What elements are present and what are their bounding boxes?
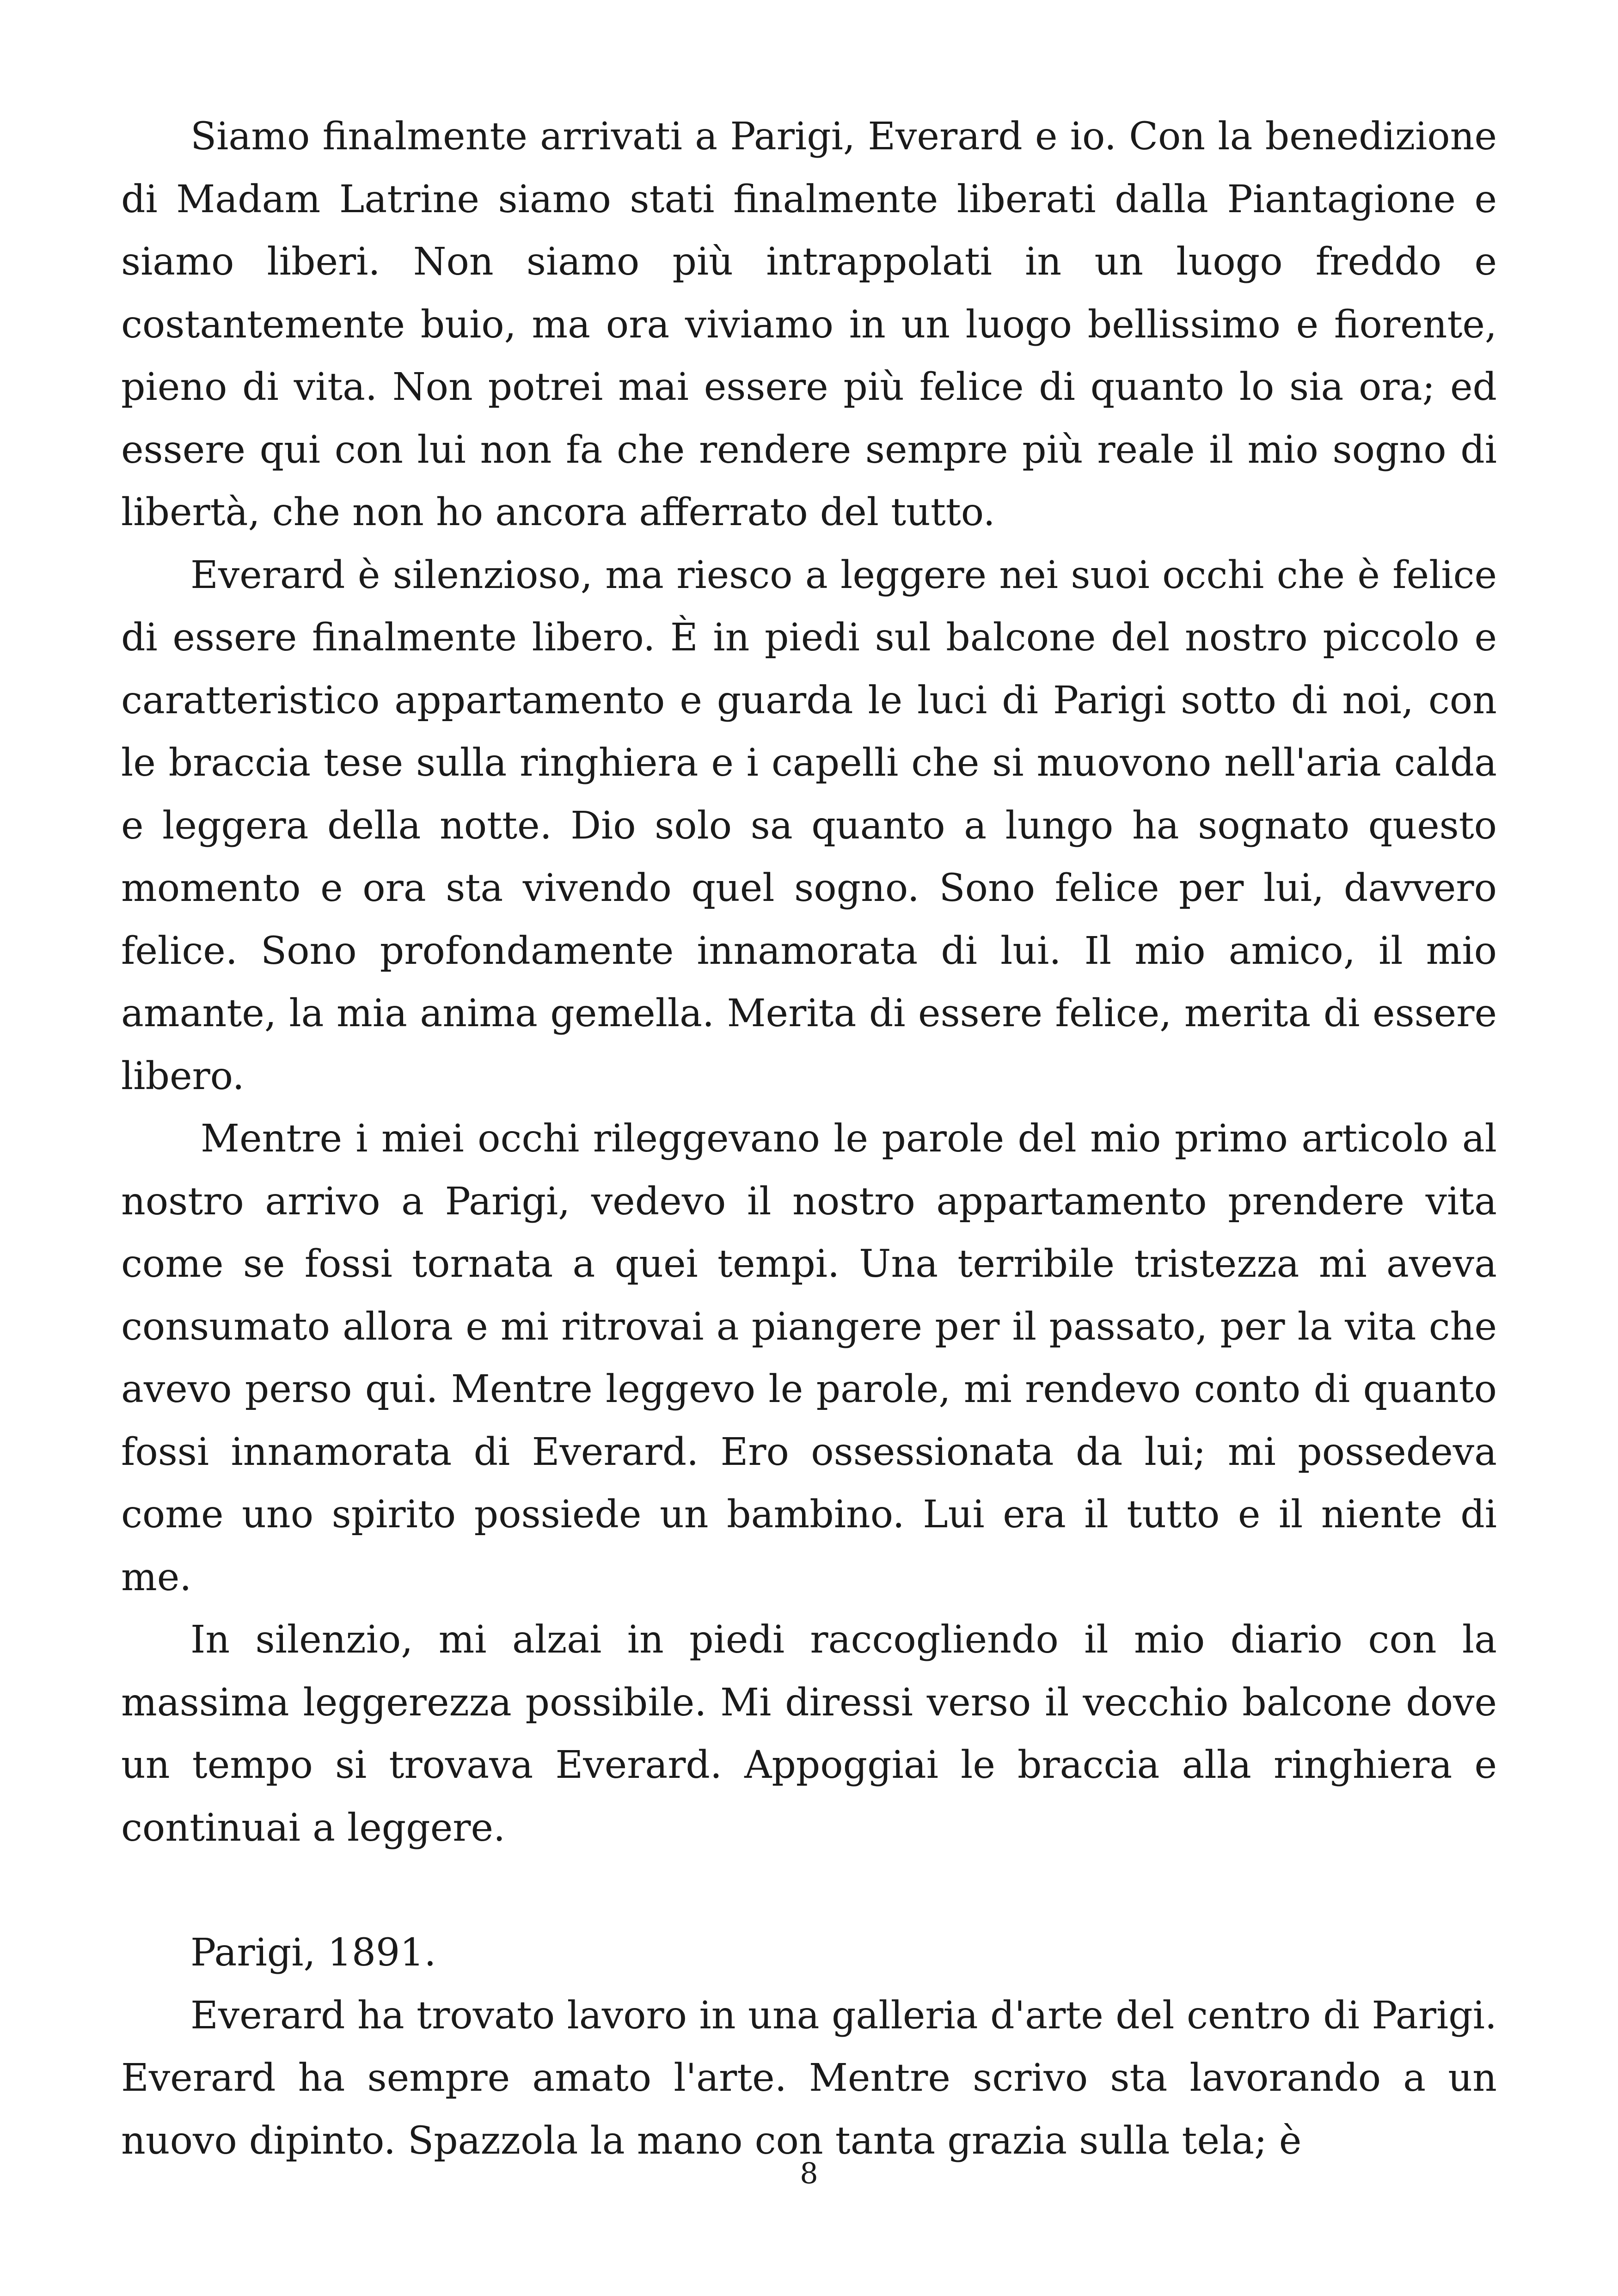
- page-number: 8: [800, 2156, 818, 2190]
- paragraph-arrival: Siamo finalmente arrivati a Parigi, Everard e io. Con la benedizione di Madam Latrine siamo stati finalmente liberati dalla Piantagione e siamo liberi. Non siamo più intrappolati in un luogo freddo e costantemente buio, ma ora viviamo in un luogo bellissimo e fiorente, pieno di vita. Non potrei mai essere più felice di quanto lo sia ora; ed essere qui con lui non fa che rendere sempre più reale il mio sogno di libertà, che non ho ancora afferrato del tutto.: [121, 115, 1497, 534]
- paragraph-rereading: Mentre i miei occhi rileggevano le parole del mio primo articolo al nostro arrivo a Parigi, vedevo il nostro appartamento prendere vita come se fossi tornata a quei tempi. Una terribile tristezza mi aveva consumato allora e mi ritrovai a piangere per il passato, per la vita che avevo perso qui. Mentre leggevo le parole, mi rendevo conto di quanto fossi innamorata di Everard. Ero ossessionata da lui; mi possedeva come uno spirito possiede un bambino. Lui era il tutto e il niente di me.: [121, 1117, 1497, 1599]
- body-text: [121, 105, 1497, 2172]
- paragraph-silence: In silenzio, mi alzai in piedi raccogliendo il mio diario con la massima leggerezza possibile. Mi diressi verso il vecchio balcone dove un tempo si trovava Everard. Appoggiai le braccia alla ringhiera e continuai a leggere.: [121, 1618, 1497, 1850]
- diary-date-heading: Parigi, 1891.: [190, 1931, 436, 1975]
- paragraph-gallery: Everard ha trovato lavoro in una galleria d'arte del centro di Parigi. Everard ha sempre amato l'arte. Mentre scrivo sta lavorando a un nuovo dipinto. Spazzola la mano con tanta grazia sulla tela; è: [121, 1993, 1497, 2163]
- paragraph-everard-balcony: Everard è silenzioso, ma riesco a leggere nei suoi occhi che è felice di essere finalmente libero. È in piedi sul balcone del nostro piccolo e caratteristico appartamento e guarda le luci di Parigi sotto di noi, con le braccia tese sulla ringhiera e i capelli che si muovono nell'aria calda e leggera della notte. Dio solo sa quanto a lungo ha sognato questo momento e ora sta vivendo quel sogno. Sono felice per lui, davvero felice. Sono profondamente innamorata di lui. Il mio amico, il mio amante, la mia anima gemella. Merita di essere felice, merita di essere libero.: [121, 553, 1497, 1098]
